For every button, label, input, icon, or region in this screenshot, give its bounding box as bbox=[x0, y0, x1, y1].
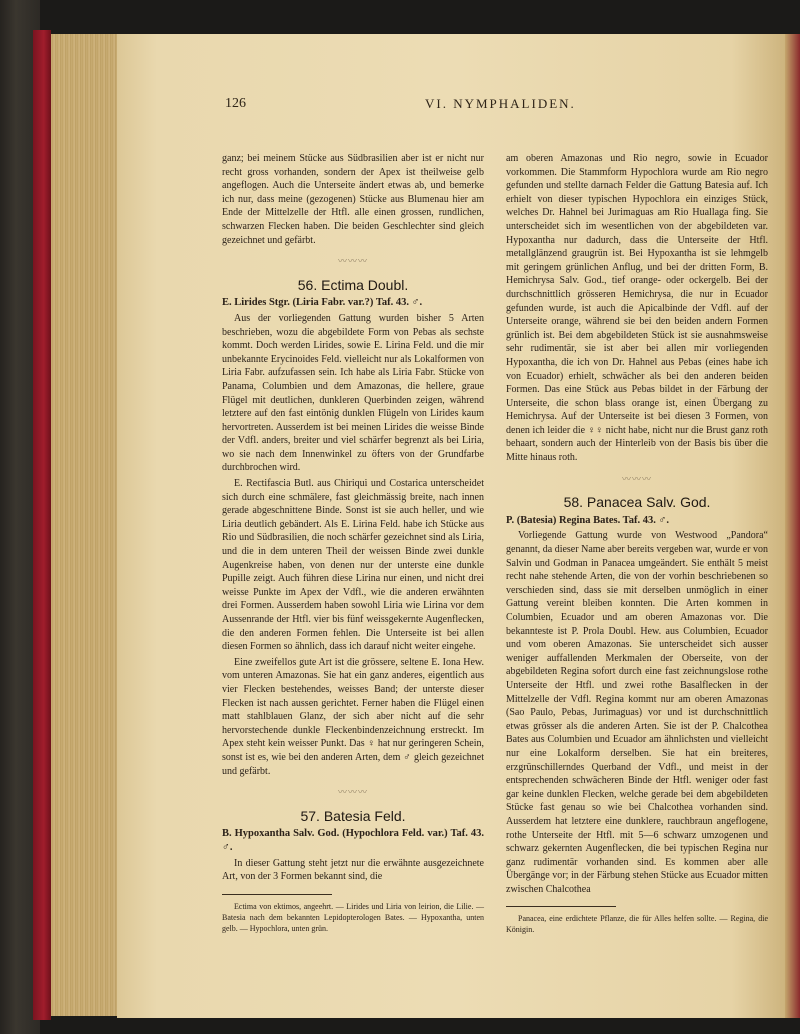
section-57-heading: 57. Batesia Feld. bbox=[300, 807, 406, 824]
ornament-divider: 〰〰〰 bbox=[621, 473, 652, 484]
right-page-edge bbox=[785, 34, 800, 1018]
section-56-paragraph-1: Aus der vorliegenden Gattung wurden bisher 5 Arten beschrieben, wozu die abgebildete Form von Pebas als sechste kommt. Doch werden Lirides, sowie E. Lirina Feld. und die mir unbekannte Erycinoides Feld. vielleicht nur als Lokalformen von Liria Fabr. aufzufassen sein. Ich habe als Liria Fabr. Stücke von Panama, Columbien und dem Amazonas, die hellere, graue Flügel mit deutlichen, dunkleren Querbinden zeigen, während letztere auf den fast eintönig dunklen Flügeln von Lirides kaum hervortreten. Ausserdem ist bei meinen Lirides die weisse Binde der Vdfl. anders, breiter und viel schärfer begrenzt als bei Liria, wo sie nach dem Innenwinkel zu öfters von der Grundfarbe durchbrochen wird. bbox=[222, 312, 484, 474]
section-57-paragraph-1: In dieser Gattung steht jetzt nur die erwähnte ausgezeichnete Art, von der 3 Formen bekannt sind, die bbox=[222, 857, 484, 883]
section-56-species: E. Lirides Stgr. (Liria Fabr. var.?) Taf. 43. ♂. bbox=[222, 297, 423, 309]
section-58-heading: 58. Panacea Salv. God. bbox=[563, 494, 711, 511]
ornament-divider: 〰〰〰 bbox=[337, 256, 368, 267]
page-edges bbox=[51, 34, 117, 1016]
footnote-rule bbox=[222, 894, 332, 895]
batesia-continued-paragraph: am oberen Amazonas und Rio negro, sowie in Ecuador vorkommen. Die Stammform Hypochlora wurde am Rio negro gefunden und stellte darnach Felder die Gattung Batesia auf. Ich erhielt von dieser typischen Hypochlora ein einziges Stück, welches Dr. Hahnel bei Jurimaguas am Rio Huallaga fing. Sie unterscheidet sich im wesentlichen von der abgebildeten var. Hypoxantha nur dadurch, dass die Unterseite der Htfl. metallglänzend graugrün ist. Bei Hypoxantha ist sie lehmgelb mit geringem grünlichen Anflug, und bei der dritten Form, B. Hemichrysa Salv. God., tief orange- oder ockergelb. Bei der durchschnittlich grösseren Hemichrysa, die nur in Ecuador gefunden wurde, ist auch die Apicalbinde der Vdfl. auf der Unterseite orange, während sie bei den beiden andern Formen grünlich ist. Bei dem abgebildeten Stück ist sie ausnahmsweise sehr rudimentär, sie ist aber bei allen mir vorliegenden Hypoxantha, die ich von Dr. Hahnel aus Pebas (eines habe ich von Ecuador) erhielt, schwächer als bei den anderen beiden Formen. Das eine Stück aus Pebas bildet in der Färbung der Unterseite, die schon blass orange ist, einen Übergang zu Hemichrysa. Auf der Unterseite ist bei diesen 3 Formen, von denen ich leider die ♀♀ nicht habe, nicht nur die Brust ganz roth behaart, sondern auch der Hinterleib von der Basis bis über die Mitte hinaus roth. bbox=[506, 153, 768, 464]
section-58-paragraph-1: Vorliegende Gattung wurde von Westwood „Pandora“ genannt, da dieser Name aber bereits vergeben war, wurde er von Salvin und Godman in Panacea umgeändert. Sie enthält 5 meist recht nahe stehende Arten, die von der vorhin beschriebenen so verschieden sind, dass sie mit derselben unmöglich in einer Gattung vereint bleiben konnten. Die Arten kommen in Columbien, Ecuador und am oberen Amazonas vor. Die bekannteste ist P. Prola Doubl. Hew. aus Columbien, Ecuador und vom oberen Amazonas. Sie unterscheidet sich ausser weniger auffallenden Merkmalen der Oberseite, von der abgebildeten Regina sofort durch eine fast zeichnungslose rothe Unterseite der Htfl. und zwei rothe Basalflecken in der Mittelzelle der Vdfl. Regina kommt nur am oberen Amazonas (Sao Paulo, Pebas, Jurimaguas) vor und ist durchschnittlich etwas grösser als die anderen Arten. Sie ist der P. Chalcothea Bates aus Columbien und Ecuador am ähnlichsten und vielleicht nur eine Lokalform derselben. Sie hat ein breiteres, erzgrünschillerndes Querband der Vdfl., und meist in der entsprechenden schwächeren Binde der Htfl. weniger oder fast gar keine dunklen Flecken, welche gerade bei dem abgebildeten Stücke fast genau so wie bei Chalcothea vorhanden sind. Ausserdem hat letztere eine dunklere, rauchbraun angeflogene, rothe Unterseite der Htfl. mit 5—6 schwarz umzogenen und schwarz gekernten Augenflecken, die bei typischen Regina nur ganz rudimentär vorhanden sind. Es kommen aber alle Übergänge vor; in der Färbung stehen Stücke aus Ecuador mitten zwischen Chalcothea bbox=[506, 530, 768, 895]
footnote-rule bbox=[506, 906, 616, 907]
intro-paragraph: ganz; bei meinem Stücke aus Südbrasilien aber ist er nicht nur recht gross vorhanden, sondern der Apex ist theilweise gelb angeflogen. Auch die Unterseite ändert etwas ab, und bemerke ich nur, dass meine (gezogenen) Stücke aus Blumenau hier am Ende der Mittelzelle der Htfl. alle einen grossen, rundlichen, schwarzen Flecken haben. Die beiden Geschlechter sind gleich gezeichnet und gefärbt. bbox=[222, 153, 484, 246]
right-column bbox=[506, 152, 768, 935]
section-56-heading: 56. Ectima Doubl. bbox=[297, 276, 409, 293]
running-head bbox=[225, 96, 765, 116]
section-58-species: P. (Batesia) Regina Bates. Taf. 43. ♂. bbox=[506, 514, 669, 526]
section-57-species: B. Hypoxantha Salv. God. (Hypochlora Feld. var.) Taf. 43. ♂. bbox=[222, 828, 484, 853]
section-56-paragraph-2: E. Rectifascia Butl. aus Chiriqui und Costarica unterscheidet sich durch eine schmälere, fast gleichmässig breite, nach innen gerade abgeschnittene Binde. Sonst ist sie auch heller, und wie Liria deutlich gebändert. Als E. Lirina Feld. habe ich Stücke aus Rio und Südbrasilien, die noch schärfer gezeichnet sind als Liria, und die in dem unteren Theil der weissen Binde zwei dunkle Augenkreise haben, von denen nur der unterste eine dunkle Pupille zeigt. Auch führen diese Lirina nur einen, und nicht drei weisse Punkte im Apex der Vdfl., wie die anderen erwähnten drei Formen. Ausserdem haben sowohl Liria wie Lirina vor dem Aussenrande der Htfl. vier bis fünf weissgekernte Augenflecken, die den anderen Formen fehlen. Die Unterseite ist bei allen diesen Formen so ähnlich, dass ich darauf nicht weiter eingehe. bbox=[222, 478, 484, 653]
footnote: Ectima von ektimos, angeehrt. — Lirides und Liria von leirion, die Lilie. — Batesia nach dem bekannten Lepidopterologen Bates. — Hypoxantha, unten gelb. — Hypochlora, unten grün. bbox=[222, 901, 484, 933]
page-number: 126 bbox=[225, 96, 246, 111]
footnote: Panacea, eine erdichtete Pflanze, die für Alles helfen sollte. — Regina, die Königin. bbox=[506, 914, 768, 935]
left-column bbox=[222, 152, 484, 933]
section-56-paragraph-3: Eine zweifellos gute Art ist die grössere, seltene E. Iona Hew. vom unteren Amazonas. Sie hat ein ganz anderes, eigentlich aus vier Flecken bestehendes, weisses Band; der unterste dieser Flecken ist nach aussen gerichtet. Ferner haben die Flügel einen matt stahlblauen Glanz, der sich aber nicht auf die sehr hervorstechende dunkle Fleckenbindenzeichnung erstreckt. Im Apex steht kein weisser Punkt. Das ♀ hat nur geringeren Schein, sonst ist es, wie bei den anderen Arten, dem ♂ gleich gezeichnet und gefärbt. bbox=[222, 656, 484, 777]
running-title: VI. NYMPHALIDEN. bbox=[425, 96, 576, 111]
book-spine bbox=[33, 30, 51, 1020]
ornament-divider: 〰〰〰 bbox=[337, 787, 368, 798]
